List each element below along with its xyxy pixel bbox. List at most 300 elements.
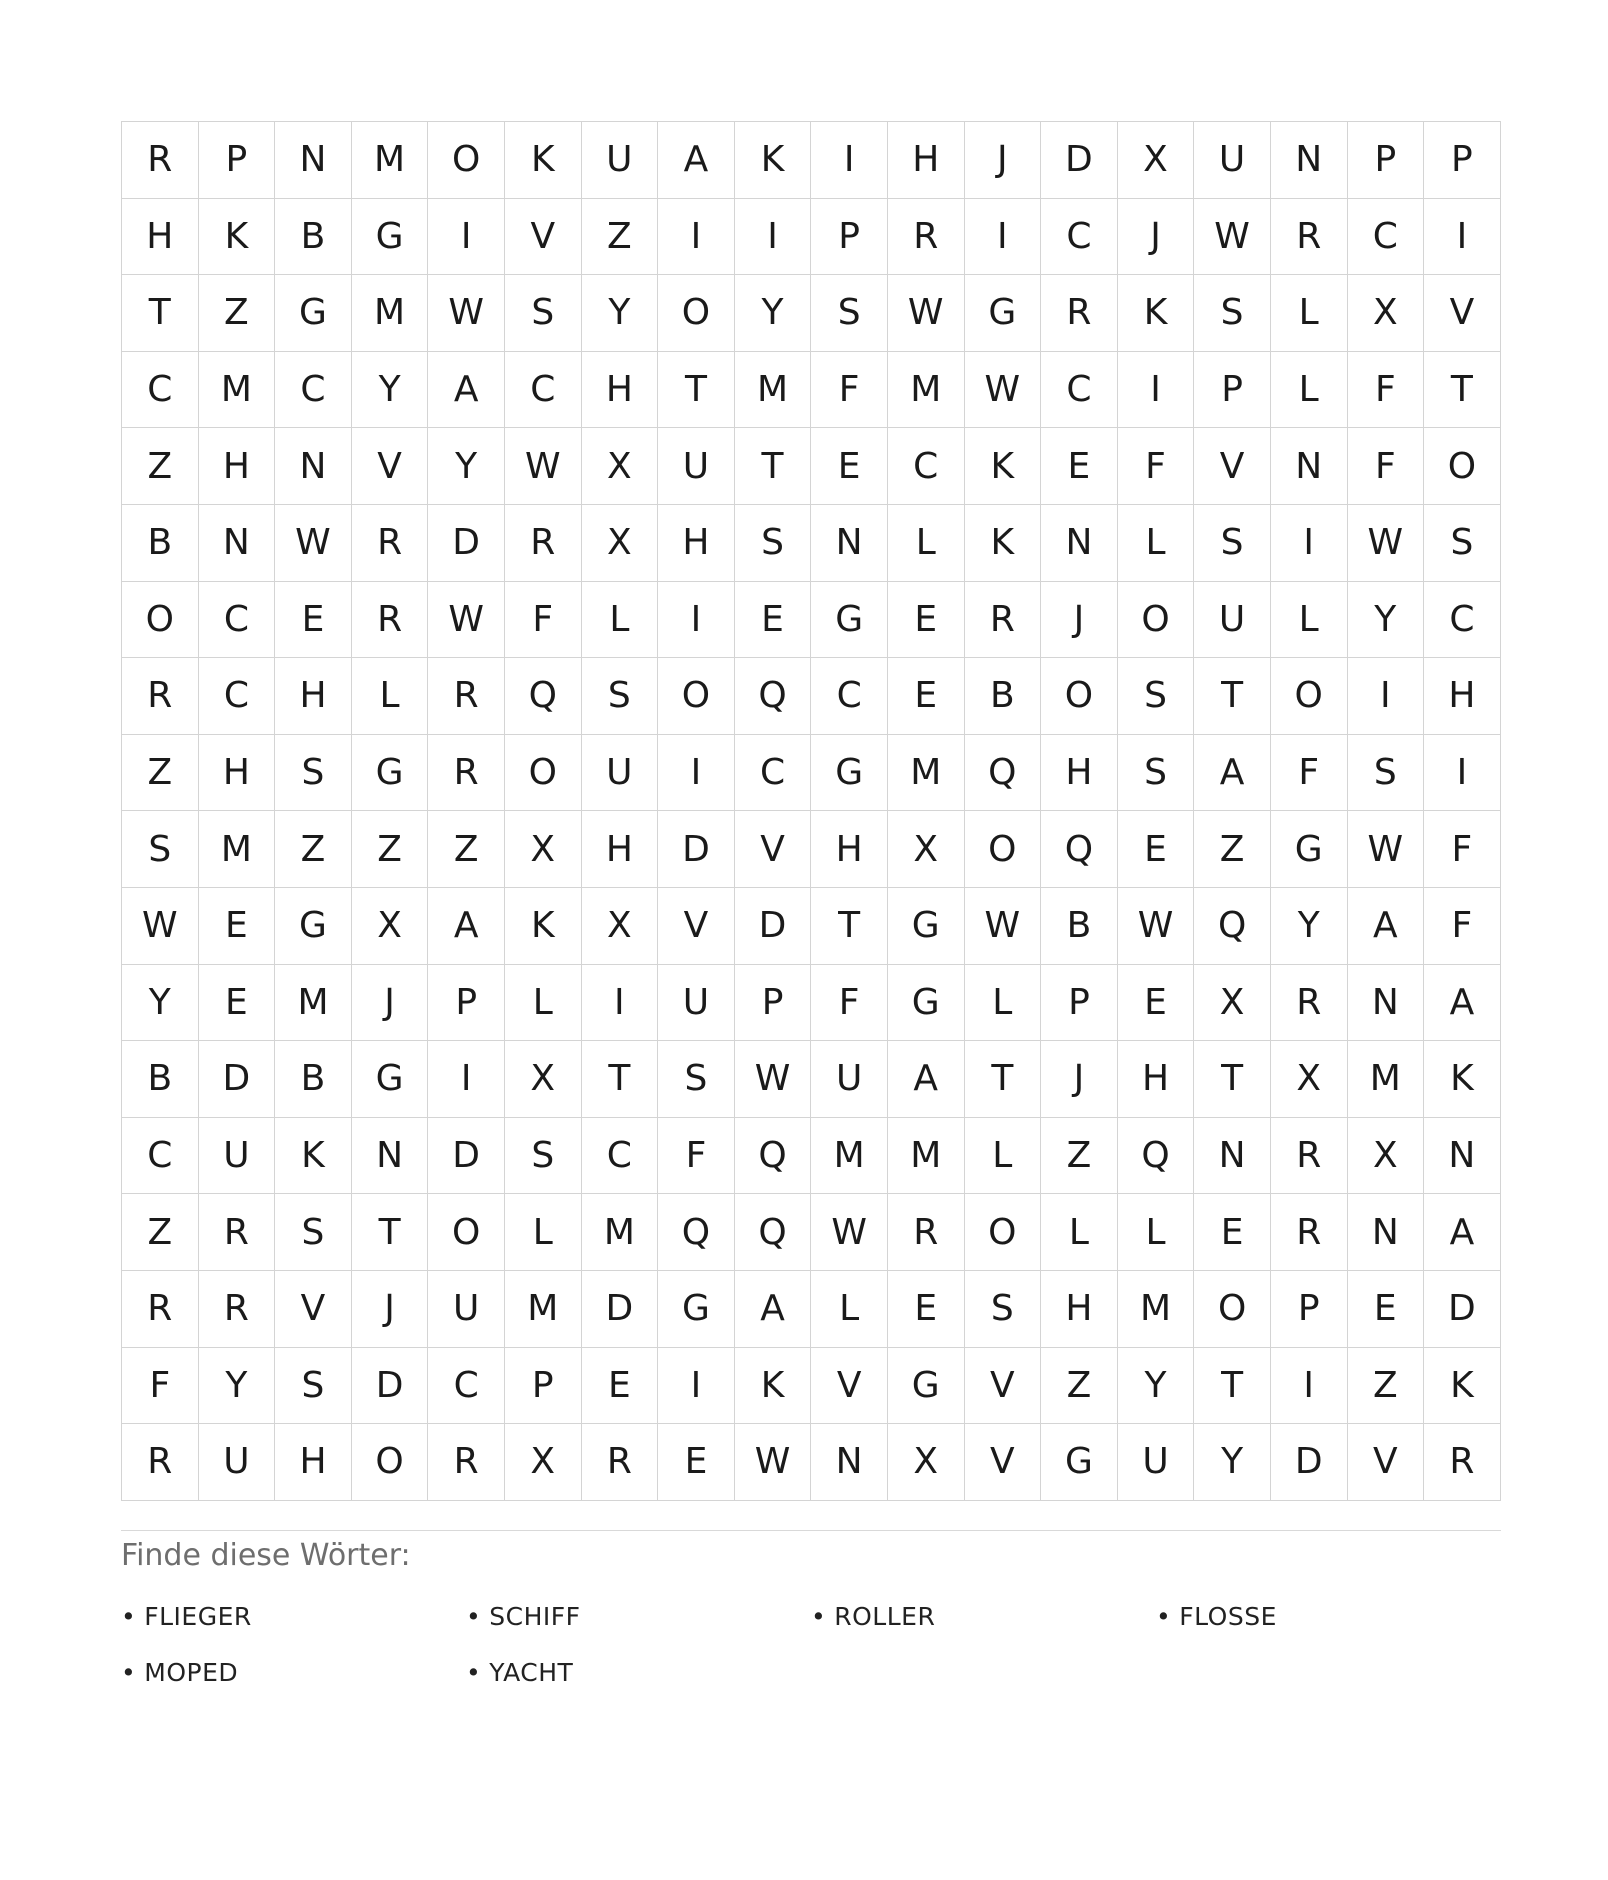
grid-cell[interactable]: S bbox=[275, 1348, 352, 1425]
grid-cell[interactable]: M bbox=[1118, 1271, 1195, 1348]
grid-cell[interactable]: P bbox=[1041, 965, 1118, 1042]
grid-cell[interactable]: W bbox=[122, 888, 199, 965]
grid-cell[interactable]: M bbox=[735, 352, 812, 429]
grid-cell[interactable]: T bbox=[965, 1041, 1042, 1118]
grid-cell[interactable]: X bbox=[1118, 122, 1195, 199]
grid-cell[interactable]: U bbox=[428, 1271, 505, 1348]
grid-cell[interactable]: V bbox=[735, 811, 812, 888]
grid-cell[interactable]: Y bbox=[352, 352, 429, 429]
grid-cell[interactable]: U bbox=[1194, 122, 1271, 199]
grid-cell[interactable]: G bbox=[1041, 1424, 1118, 1501]
grid-cell[interactable]: A bbox=[1348, 888, 1425, 965]
grid-cell[interactable]: F bbox=[122, 1348, 199, 1425]
grid-cell[interactable]: G bbox=[888, 965, 965, 1042]
grid-cell[interactable]: R bbox=[1271, 199, 1348, 276]
grid-cell[interactable]: Z bbox=[122, 428, 199, 505]
grid-cell[interactable]: R bbox=[352, 582, 429, 659]
grid-cell[interactable]: B bbox=[122, 505, 199, 582]
grid-cell[interactable]: N bbox=[811, 1424, 888, 1501]
grid-cell[interactable]: J bbox=[352, 965, 429, 1042]
grid-cell[interactable]: G bbox=[352, 199, 429, 276]
grid-cell[interactable]: Y bbox=[1118, 1348, 1195, 1425]
grid-cell[interactable]: A bbox=[1424, 1194, 1501, 1271]
grid-cell[interactable]: U bbox=[1118, 1424, 1195, 1501]
grid-cell[interactable]: Y bbox=[1348, 582, 1425, 659]
grid-cell[interactable]: I bbox=[658, 582, 735, 659]
grid-cell[interactable]: G bbox=[275, 275, 352, 352]
grid-cell[interactable]: K bbox=[1424, 1041, 1501, 1118]
grid-cell[interactable]: Z bbox=[199, 275, 276, 352]
grid-cell[interactable]: L bbox=[1271, 352, 1348, 429]
grid-cell[interactable]: P bbox=[199, 122, 276, 199]
grid-cell[interactable]: A bbox=[428, 352, 505, 429]
grid-cell[interactable]: K bbox=[965, 428, 1042, 505]
grid-cell[interactable]: M bbox=[888, 352, 965, 429]
grid-cell[interactable]: A bbox=[1194, 735, 1271, 812]
grid-cell[interactable]: T bbox=[582, 1041, 659, 1118]
grid-cell[interactable]: E bbox=[1118, 811, 1195, 888]
grid-cell[interactable]: N bbox=[1271, 428, 1348, 505]
grid-cell[interactable]: K bbox=[505, 122, 582, 199]
grid-cell[interactable]: I bbox=[1348, 658, 1425, 735]
grid-cell[interactable]: L bbox=[888, 505, 965, 582]
grid-cell[interactable]: Z bbox=[275, 811, 352, 888]
grid-cell[interactable]: U bbox=[199, 1118, 276, 1195]
grid-cell[interactable]: R bbox=[1041, 275, 1118, 352]
grid-cell[interactable]: H bbox=[1118, 1041, 1195, 1118]
grid-cell[interactable]: H bbox=[811, 811, 888, 888]
grid-cell[interactable]: L bbox=[1118, 1194, 1195, 1271]
grid-cell[interactable]: X bbox=[888, 811, 965, 888]
grid-cell[interactable]: U bbox=[199, 1424, 276, 1501]
grid-cell[interactable]: S bbox=[735, 505, 812, 582]
grid-cell[interactable]: X bbox=[505, 1041, 582, 1118]
grid-cell[interactable]: E bbox=[811, 428, 888, 505]
grid-cell[interactable]: S bbox=[505, 1118, 582, 1195]
grid-cell[interactable]: K bbox=[275, 1118, 352, 1195]
grid-cell[interactable]: Z bbox=[1041, 1348, 1118, 1425]
grid-cell[interactable]: K bbox=[735, 1348, 812, 1425]
grid-cell[interactable]: I bbox=[735, 199, 812, 276]
grid-cell[interactable]: G bbox=[888, 888, 965, 965]
grid-cell[interactable]: W bbox=[811, 1194, 888, 1271]
grid-cell[interactable]: S bbox=[122, 811, 199, 888]
grid-cell[interactable]: R bbox=[505, 505, 582, 582]
grid-cell[interactable]: Z bbox=[1194, 811, 1271, 888]
grid-cell[interactable]: N bbox=[1041, 505, 1118, 582]
grid-cell[interactable]: B bbox=[275, 199, 352, 276]
grid-cell[interactable]: R bbox=[428, 735, 505, 812]
grid-cell[interactable]: U bbox=[658, 965, 735, 1042]
grid-cell[interactable]: D bbox=[1424, 1271, 1501, 1348]
grid-cell[interactable]: Y bbox=[582, 275, 659, 352]
grid-cell[interactable]: N bbox=[1348, 1194, 1425, 1271]
grid-cell[interactable]: M bbox=[199, 811, 276, 888]
grid-cell[interactable]: T bbox=[1194, 658, 1271, 735]
grid-cell[interactable]: T bbox=[122, 275, 199, 352]
grid-cell[interactable]: J bbox=[1118, 199, 1195, 276]
grid-cell[interactable]: Q bbox=[1041, 811, 1118, 888]
grid-cell[interactable]: R bbox=[122, 1271, 199, 1348]
grid-cell[interactable]: X bbox=[1271, 1041, 1348, 1118]
grid-cell[interactable]: D bbox=[1271, 1424, 1348, 1501]
grid-cell[interactable]: F bbox=[811, 965, 888, 1042]
grid-cell[interactable]: C bbox=[1041, 352, 1118, 429]
grid-cell[interactable]: W bbox=[1118, 888, 1195, 965]
grid-cell[interactable]: H bbox=[122, 199, 199, 276]
grid-cell[interactable]: M bbox=[505, 1271, 582, 1348]
grid-cell[interactable]: I bbox=[428, 1041, 505, 1118]
grid-cell[interactable]: Z bbox=[352, 811, 429, 888]
grid-cell[interactable]: H bbox=[1041, 1271, 1118, 1348]
grid-cell[interactable]: G bbox=[1271, 811, 1348, 888]
grid-cell[interactable]: X bbox=[1348, 1118, 1425, 1195]
grid-cell[interactable]: Q bbox=[1118, 1118, 1195, 1195]
grid-cell[interactable]: C bbox=[735, 735, 812, 812]
grid-cell[interactable]: F bbox=[1348, 428, 1425, 505]
grid-cell[interactable]: Y bbox=[122, 965, 199, 1042]
grid-cell[interactable]: W bbox=[735, 1424, 812, 1501]
grid-cell[interactable]: J bbox=[965, 122, 1042, 199]
grid-cell[interactable]: O bbox=[428, 122, 505, 199]
grid-cell[interactable]: I bbox=[582, 965, 659, 1042]
grid-cell[interactable]: I bbox=[428, 199, 505, 276]
grid-cell[interactable]: L bbox=[505, 1194, 582, 1271]
grid-cell[interactable]: I bbox=[658, 1348, 735, 1425]
grid-cell[interactable]: S bbox=[1118, 735, 1195, 812]
grid-cell[interactable]: C bbox=[1424, 582, 1501, 659]
grid-cell[interactable]: G bbox=[811, 735, 888, 812]
grid-cell[interactable]: S bbox=[965, 1271, 1042, 1348]
grid-cell[interactable]: M bbox=[1348, 1041, 1425, 1118]
grid-cell[interactable]: O bbox=[1424, 428, 1501, 505]
grid-cell[interactable]: B bbox=[275, 1041, 352, 1118]
grid-cell[interactable]: D bbox=[658, 811, 735, 888]
grid-cell[interactable]: W bbox=[1348, 505, 1425, 582]
grid-cell[interactable]: C bbox=[888, 428, 965, 505]
grid-cell[interactable]: E bbox=[1194, 1194, 1271, 1271]
grid-cell[interactable]: V bbox=[1424, 275, 1501, 352]
grid-cell[interactable]: R bbox=[1424, 1424, 1501, 1501]
grid-cell[interactable]: F bbox=[505, 582, 582, 659]
grid-cell[interactable]: C bbox=[1348, 199, 1425, 276]
grid-cell[interactable]: E bbox=[199, 965, 276, 1042]
grid-cell[interactable]: C bbox=[428, 1348, 505, 1425]
grid-cell[interactable]: Q bbox=[735, 658, 812, 735]
grid-cell[interactable]: R bbox=[1271, 1118, 1348, 1195]
grid-cell[interactable]: X bbox=[582, 428, 659, 505]
grid-cell[interactable]: I bbox=[1424, 199, 1501, 276]
grid-cell[interactable]: B bbox=[122, 1041, 199, 1118]
grid-cell[interactable]: E bbox=[199, 888, 276, 965]
grid-cell[interactable]: T bbox=[1194, 1348, 1271, 1425]
grid-cell[interactable]: N bbox=[1424, 1118, 1501, 1195]
grid-cell[interactable]: M bbox=[582, 1194, 659, 1271]
grid-cell[interactable]: Q bbox=[658, 1194, 735, 1271]
grid-cell[interactable]: F bbox=[1271, 735, 1348, 812]
grid-cell[interactable]: R bbox=[888, 1194, 965, 1271]
grid-cell[interactable]: X bbox=[888, 1424, 965, 1501]
grid-cell[interactable]: C bbox=[122, 1118, 199, 1195]
grid-cell[interactable]: T bbox=[658, 352, 735, 429]
grid-cell[interactable]: Q bbox=[735, 1194, 812, 1271]
grid-cell[interactable]: S bbox=[1348, 735, 1425, 812]
grid-cell[interactable]: E bbox=[275, 582, 352, 659]
grid-cell[interactable]: M bbox=[199, 352, 276, 429]
grid-cell[interactable]: A bbox=[658, 122, 735, 199]
grid-cell[interactable]: U bbox=[582, 735, 659, 812]
grid-cell[interactable]: X bbox=[582, 505, 659, 582]
grid-cell[interactable]: E bbox=[1348, 1271, 1425, 1348]
grid-cell[interactable]: N bbox=[1348, 965, 1425, 1042]
grid-cell[interactable]: C bbox=[582, 1118, 659, 1195]
grid-cell[interactable]: I bbox=[1118, 352, 1195, 429]
grid-cell[interactable]: Z bbox=[582, 199, 659, 276]
grid-cell[interactable]: K bbox=[1118, 275, 1195, 352]
grid-cell[interactable]: R bbox=[122, 122, 199, 199]
grid-cell[interactable]: R bbox=[1271, 965, 1348, 1042]
grid-cell[interactable]: W bbox=[275, 505, 352, 582]
grid-cell[interactable]: W bbox=[505, 428, 582, 505]
grid-cell[interactable]: Y bbox=[1194, 1424, 1271, 1501]
grid-cell[interactable]: S bbox=[505, 275, 582, 352]
grid-cell[interactable]: E bbox=[1118, 965, 1195, 1042]
grid-cell[interactable]: U bbox=[582, 122, 659, 199]
grid-cell[interactable]: R bbox=[888, 199, 965, 276]
grid-cell[interactable]: L bbox=[965, 1118, 1042, 1195]
grid-cell[interactable]: N bbox=[1194, 1118, 1271, 1195]
grid-cell[interactable]: V bbox=[658, 888, 735, 965]
grid-cell[interactable]: F bbox=[1424, 888, 1501, 965]
grid-cell[interactable]: B bbox=[965, 658, 1042, 735]
grid-cell[interactable]: L bbox=[582, 582, 659, 659]
grid-cell[interactable]: E bbox=[582, 1348, 659, 1425]
grid-cell[interactable]: V bbox=[505, 199, 582, 276]
grid-cell[interactable]: R bbox=[1271, 1194, 1348, 1271]
grid-cell[interactable]: M bbox=[275, 965, 352, 1042]
grid-cell[interactable]: N bbox=[811, 505, 888, 582]
grid-cell[interactable]: P bbox=[505, 1348, 582, 1425]
grid-cell[interactable]: U bbox=[1194, 582, 1271, 659]
grid-cell[interactable]: O bbox=[658, 275, 735, 352]
grid-cell[interactable]: S bbox=[1194, 505, 1271, 582]
grid-cell[interactable]: X bbox=[505, 811, 582, 888]
grid-cell[interactable]: Z bbox=[428, 811, 505, 888]
grid-cell[interactable]: M bbox=[352, 122, 429, 199]
grid-cell[interactable]: Y bbox=[1271, 888, 1348, 965]
grid-cell[interactable]: H bbox=[199, 735, 276, 812]
grid-cell[interactable]: G bbox=[658, 1271, 735, 1348]
grid-cell[interactable]: L bbox=[1118, 505, 1195, 582]
grid-cell[interactable]: A bbox=[1424, 965, 1501, 1042]
grid-cell[interactable]: O bbox=[1041, 658, 1118, 735]
grid-cell[interactable]: V bbox=[352, 428, 429, 505]
grid-cell[interactable]: O bbox=[1118, 582, 1195, 659]
grid-cell[interactable]: L bbox=[352, 658, 429, 735]
grid-cell[interactable]: R bbox=[199, 1271, 276, 1348]
grid-cell[interactable]: C bbox=[122, 352, 199, 429]
grid-cell[interactable]: D bbox=[735, 888, 812, 965]
grid-cell[interactable]: W bbox=[965, 888, 1042, 965]
grid-cell[interactable]: I bbox=[965, 199, 1042, 276]
grid-cell[interactable]: F bbox=[1348, 352, 1425, 429]
grid-cell[interactable]: I bbox=[811, 122, 888, 199]
grid-cell[interactable]: S bbox=[582, 658, 659, 735]
grid-cell[interactable]: N bbox=[199, 505, 276, 582]
grid-cell[interactable]: O bbox=[658, 658, 735, 735]
grid-cell[interactable]: I bbox=[658, 735, 735, 812]
grid-cell[interactable]: T bbox=[735, 428, 812, 505]
grid-cell[interactable]: C bbox=[199, 658, 276, 735]
grid-cell[interactable]: N bbox=[1271, 122, 1348, 199]
grid-cell[interactable]: M bbox=[888, 1118, 965, 1195]
grid-cell[interactable]: V bbox=[1194, 428, 1271, 505]
grid-cell[interactable]: L bbox=[965, 965, 1042, 1042]
grid-cell[interactable]: S bbox=[811, 275, 888, 352]
grid-cell[interactable]: J bbox=[1041, 582, 1118, 659]
grid-cell[interactable]: K bbox=[1424, 1348, 1501, 1425]
grid-cell[interactable]: G bbox=[965, 275, 1042, 352]
grid-cell[interactable]: G bbox=[352, 1041, 429, 1118]
grid-cell[interactable]: L bbox=[1271, 582, 1348, 659]
grid-cell[interactable]: J bbox=[1041, 1041, 1118, 1118]
grid-cell[interactable]: G bbox=[811, 582, 888, 659]
grid-cell[interactable]: W bbox=[428, 275, 505, 352]
grid-cell[interactable]: A bbox=[888, 1041, 965, 1118]
grid-cell[interactable]: H bbox=[275, 1424, 352, 1501]
grid-cell[interactable]: H bbox=[1424, 658, 1501, 735]
grid-cell[interactable]: S bbox=[658, 1041, 735, 1118]
grid-cell[interactable]: G bbox=[888, 1348, 965, 1425]
grid-cell[interactable]: R bbox=[428, 1424, 505, 1501]
grid-cell[interactable]: P bbox=[735, 965, 812, 1042]
grid-cell[interactable]: Z bbox=[122, 735, 199, 812]
grid-cell[interactable]: E bbox=[888, 582, 965, 659]
grid-cell[interactable]: C bbox=[275, 352, 352, 429]
grid-cell[interactable]: F bbox=[1424, 811, 1501, 888]
grid-cell[interactable]: V bbox=[965, 1348, 1042, 1425]
grid-cell[interactable]: G bbox=[275, 888, 352, 965]
grid-cell[interactable]: R bbox=[122, 1424, 199, 1501]
grid-cell[interactable]: Q bbox=[505, 658, 582, 735]
grid-cell[interactable]: H bbox=[888, 122, 965, 199]
grid-cell[interactable]: K bbox=[505, 888, 582, 965]
grid-cell[interactable]: L bbox=[505, 965, 582, 1042]
grid-cell[interactable]: S bbox=[1194, 275, 1271, 352]
grid-cell[interactable]: J bbox=[352, 1271, 429, 1348]
grid-cell[interactable]: A bbox=[735, 1271, 812, 1348]
grid-cell[interactable]: F bbox=[811, 352, 888, 429]
grid-cell[interactable]: O bbox=[1194, 1271, 1271, 1348]
grid-cell[interactable]: D bbox=[428, 505, 505, 582]
grid-cell[interactable]: D bbox=[352, 1348, 429, 1425]
grid-cell[interactable]: C bbox=[199, 582, 276, 659]
grid-cell[interactable]: P bbox=[1348, 122, 1425, 199]
grid-cell[interactable]: X bbox=[1348, 275, 1425, 352]
grid-cell[interactable]: T bbox=[352, 1194, 429, 1271]
grid-cell[interactable]: P bbox=[1271, 1271, 1348, 1348]
grid-cell[interactable]: W bbox=[428, 582, 505, 659]
grid-cell[interactable]: D bbox=[1041, 122, 1118, 199]
grid-cell[interactable]: V bbox=[965, 1424, 1042, 1501]
grid-cell[interactable]: S bbox=[1118, 658, 1195, 735]
grid-cell[interactable]: M bbox=[352, 275, 429, 352]
grid-cell[interactable]: M bbox=[811, 1118, 888, 1195]
grid-cell[interactable]: T bbox=[811, 888, 888, 965]
grid-cell[interactable]: H bbox=[275, 658, 352, 735]
grid-cell[interactable]: E bbox=[735, 582, 812, 659]
grid-cell[interactable]: H bbox=[582, 352, 659, 429]
grid-cell[interactable]: G bbox=[352, 735, 429, 812]
grid-cell[interactable]: W bbox=[888, 275, 965, 352]
grid-cell[interactable]: K bbox=[965, 505, 1042, 582]
grid-cell[interactable]: O bbox=[965, 1194, 1042, 1271]
grid-cell[interactable]: A bbox=[428, 888, 505, 965]
grid-cell[interactable]: H bbox=[1041, 735, 1118, 812]
grid-cell[interactable]: W bbox=[1194, 199, 1271, 276]
grid-cell[interactable]: S bbox=[275, 735, 352, 812]
grid-cell[interactable]: E bbox=[658, 1424, 735, 1501]
grid-cell[interactable]: C bbox=[1041, 199, 1118, 276]
grid-cell[interactable]: N bbox=[275, 122, 352, 199]
grid-cell[interactable]: Q bbox=[735, 1118, 812, 1195]
grid-cell[interactable]: B bbox=[1041, 888, 1118, 965]
grid-cell[interactable]: I bbox=[1271, 1348, 1348, 1425]
grid-cell[interactable]: F bbox=[658, 1118, 735, 1195]
grid-cell[interactable]: Z bbox=[122, 1194, 199, 1271]
grid-cell[interactable]: I bbox=[1271, 505, 1348, 582]
grid-cell[interactable]: M bbox=[888, 735, 965, 812]
grid-cell[interactable]: O bbox=[352, 1424, 429, 1501]
grid-cell[interactable]: C bbox=[811, 658, 888, 735]
grid-cell[interactable]: D bbox=[582, 1271, 659, 1348]
grid-cell[interactable]: R bbox=[352, 505, 429, 582]
grid-cell[interactable]: L bbox=[1041, 1194, 1118, 1271]
grid-cell[interactable]: H bbox=[582, 811, 659, 888]
grid-cell[interactable]: V bbox=[275, 1271, 352, 1348]
grid-cell[interactable]: E bbox=[1041, 428, 1118, 505]
grid-cell[interactable]: S bbox=[1424, 505, 1501, 582]
grid-cell[interactable]: H bbox=[199, 428, 276, 505]
grid-cell[interactable]: X bbox=[1194, 965, 1271, 1042]
grid-cell[interactable]: Y bbox=[735, 275, 812, 352]
grid-cell[interactable]: Y bbox=[428, 428, 505, 505]
grid-cell[interactable]: Q bbox=[965, 735, 1042, 812]
grid-cell[interactable]: O bbox=[122, 582, 199, 659]
grid-cell[interactable]: P bbox=[428, 965, 505, 1042]
grid-cell[interactable]: V bbox=[1348, 1424, 1425, 1501]
grid-cell[interactable]: D bbox=[428, 1118, 505, 1195]
grid-cell[interactable]: W bbox=[965, 352, 1042, 429]
grid-cell[interactable]: O bbox=[1271, 658, 1348, 735]
grid-cell[interactable]: V bbox=[811, 1348, 888, 1425]
grid-cell[interactable]: R bbox=[199, 1194, 276, 1271]
grid-cell[interactable]: Q bbox=[1194, 888, 1271, 965]
grid-cell[interactable]: R bbox=[965, 582, 1042, 659]
grid-cell[interactable]: F bbox=[1118, 428, 1195, 505]
grid-cell[interactable]: W bbox=[1348, 811, 1425, 888]
grid-cell[interactable]: O bbox=[428, 1194, 505, 1271]
grid-cell[interactable]: H bbox=[658, 505, 735, 582]
grid-cell[interactable]: K bbox=[199, 199, 276, 276]
grid-cell[interactable]: T bbox=[1424, 352, 1501, 429]
grid-cell[interactable]: O bbox=[965, 811, 1042, 888]
grid-cell[interactable]: T bbox=[1194, 1041, 1271, 1118]
grid-cell[interactable]: I bbox=[658, 199, 735, 276]
grid-cell[interactable]: P bbox=[811, 199, 888, 276]
grid-cell[interactable]: L bbox=[1271, 275, 1348, 352]
grid-cell[interactable]: R bbox=[582, 1424, 659, 1501]
